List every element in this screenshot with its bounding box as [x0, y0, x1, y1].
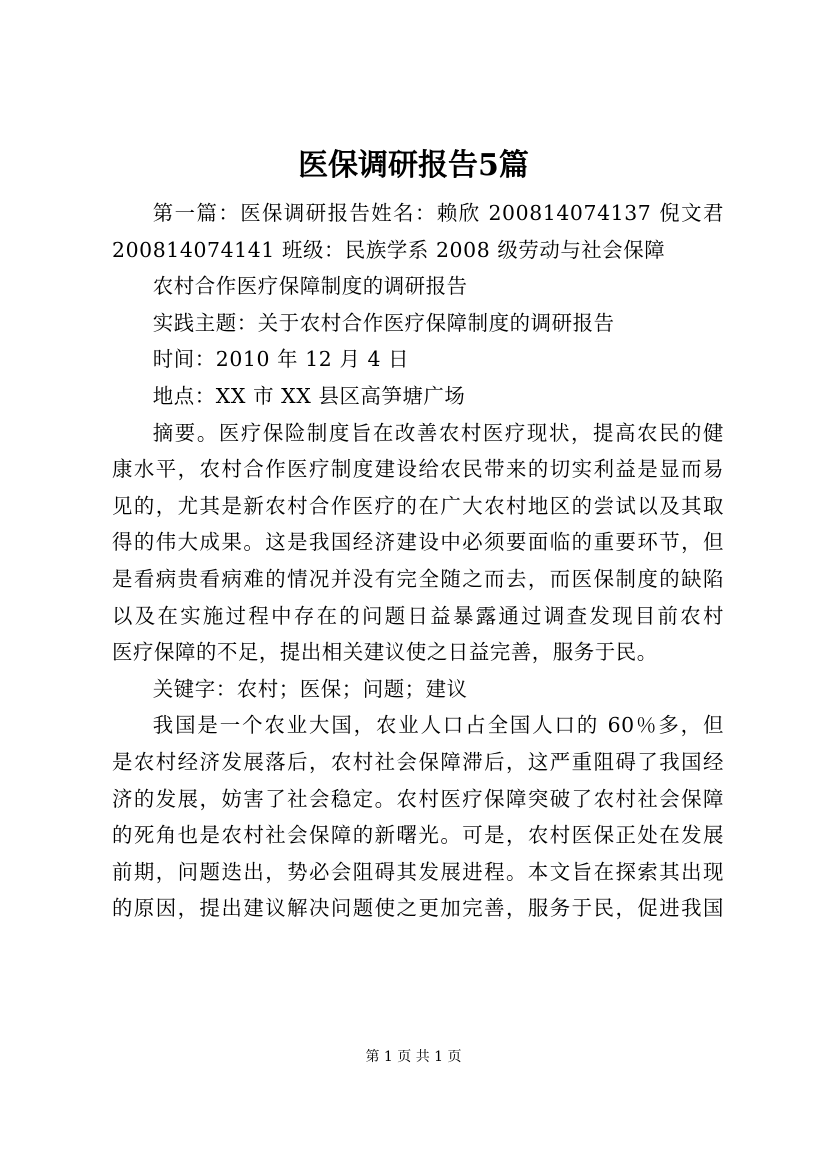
paragraph-keywords: 关键字：农村；医保；问题；建议	[152, 676, 468, 701]
paragraph-line: 第一篇：医保调研报告姓名：赖欣 200814074137 倪文君	[152, 201, 724, 225]
paragraph-abstract	[112, 415, 724, 671]
paragraph-report-title: 农村合作医疗保障制度的调研报告	[152, 274, 468, 299]
paragraph-practice-theme: 实践主题：关于农村合作医疗保障制度的调研报告	[152, 310, 615, 335]
paragraph-line: 是看病贵看病难的情况并没有完全随之而去，而医保制度的缺陷	[112, 566, 724, 591]
document-title: 医保调研报告5篇	[298, 148, 529, 183]
page-footer: 第 1 页 共 1 页	[365, 1049, 462, 1065]
paragraph-line: 摘要。医疗保险制度旨在改善农村医疗现状，提高农民的健	[152, 420, 724, 445]
paragraph-line: 见的，尤其是新农村合作医疗的在广大农村地区的尝试以及其取	[112, 493, 724, 518]
paragraph-line: 康水平，农村合作医疗制度建设给农民带来的切实利益是显而易	[112, 457, 724, 482]
paragraph-line: 200814074141 班级：民族学系 2008 级劳动与社会保障	[112, 237, 666, 262]
paragraph-line: 的死角也是农村社会保障的新曙光。可是，农村医保正处在发展	[112, 823, 724, 848]
paragraph-line: 以及在实施过程中存在的问题日益暴露通过调查发现目前农村	[112, 603, 724, 628]
document-body	[112, 195, 724, 927]
paragraph-line: 得的伟大成果。这是我国经济建设中必须要面临的重要环节，但	[112, 530, 724, 555]
paragraph-line: 是农村经济发展落后，农村社会保障滞后，这严重阻碍了我国经	[112, 749, 724, 774]
paragraph-line: 的原因，提出建议解决问题使之更加完善，服务于民，促进我国	[112, 896, 724, 921]
paragraph-location: 地点：XX 市 XX 县区高笋塘广场	[152, 383, 466, 408]
paragraph-line: 济的发展，妨害了社会稳定。农村医疗保障突破了农村社会保障	[112, 786, 724, 811]
paragraph-introduction	[112, 707, 724, 927]
paragraph-line: 医疗保障的不足，提出相关建议使之日益完善，服务于民。	[112, 640, 658, 665]
paragraph-time: 时间：2010 年 12 月 4 日	[152, 347, 410, 372]
paragraph-line: 我国是一个农业大国，农业人口占全国人口的 60％多，但	[152, 713, 724, 738]
paragraph-line: 前期，问题迭出，势必会阻碍其发展进程。本文旨在探索其出现	[112, 859, 724, 884]
paragraph-author-info	[112, 195, 724, 268]
